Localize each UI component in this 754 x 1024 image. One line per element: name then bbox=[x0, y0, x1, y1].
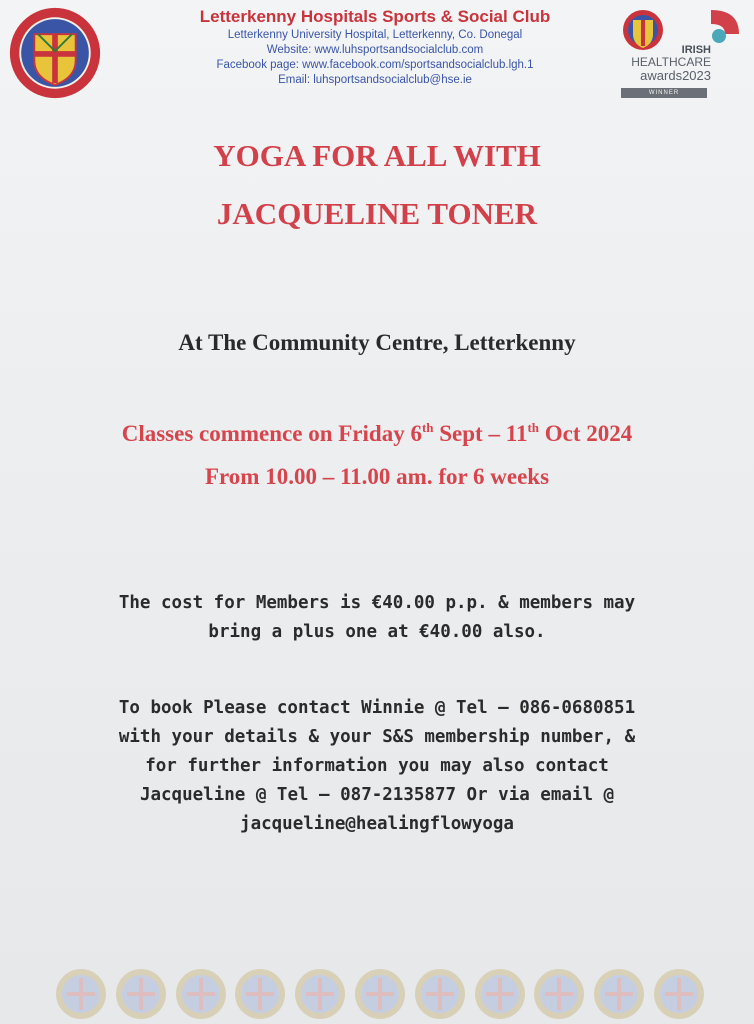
footer-crest-icon bbox=[533, 968, 585, 1020]
contact-line-5: jacqueline@healingflowyoga bbox=[240, 814, 514, 834]
footer-crest-icon bbox=[294, 968, 346, 1020]
event-title-line-1: YOGA FOR ALL WITH bbox=[213, 138, 541, 173]
footer-crest-icon bbox=[175, 968, 227, 1020]
event-time: From 10.00 – 11.00 am. for 6 weeks bbox=[204, 464, 550, 489]
club-facebook: Facebook page: www.facebook.com/sportsandsocialclub.lgh.1 bbox=[216, 59, 534, 71]
footer-crest-icon bbox=[55, 968, 107, 1020]
footer-crest-icon bbox=[474, 968, 526, 1020]
cost-line-1: The cost for Members is €40.00 p.p. & members may bbox=[118, 593, 636, 613]
event-venue: At The Community Centre, Letterkenny bbox=[178, 330, 576, 355]
dates-prefix: Classes commence on Friday 6 bbox=[121, 421, 422, 446]
dates-ordinal-2: th bbox=[527, 420, 540, 435]
club-crest-logo bbox=[8, 6, 102, 100]
club-website: Website: www.luhsportsandsocialclub.com bbox=[266, 44, 484, 56]
award-text bbox=[621, 44, 711, 83]
footer-crest-icon bbox=[593, 968, 645, 1020]
footer-crest-icon bbox=[234, 968, 286, 1020]
club-name: Letterkenny Hospitals Sports & Social Club bbox=[199, 7, 551, 26]
footer-crest-icon bbox=[354, 968, 406, 1020]
dates-ordinal-1: th bbox=[421, 420, 434, 435]
contact-line-1: To book Please contact Winnie @ Tel – 086-0680851 bbox=[118, 698, 636, 718]
award-winner-badge: WINNER bbox=[621, 88, 707, 98]
footer-crest-icon bbox=[653, 968, 705, 1020]
event-dates bbox=[0, 421, 754, 447]
contact-line-3: for further information you may also contact bbox=[145, 756, 609, 776]
contact-paragraph bbox=[50, 694, 704, 839]
dates-suffix: Oct 2024 bbox=[539, 421, 633, 446]
cost-paragraph bbox=[50, 589, 704, 647]
club-email: Email: luhsportsandsocialclub@hse.ie bbox=[278, 74, 472, 86]
contact-line-2: with your details & your S&S membership number, & bbox=[118, 727, 636, 747]
footer-crest-icon bbox=[414, 968, 466, 1020]
contact-line-4: Jacqueline @ Tel – 087-2135877 Or via email @ bbox=[139, 785, 615, 805]
award-line-2: HEALTHCARE bbox=[631, 55, 711, 69]
award-line-1: IRISH bbox=[681, 44, 711, 56]
cost-line-2: bring a plus one at €40.00 also. bbox=[208, 622, 546, 642]
header bbox=[110, 6, 640, 88]
award-line-3: awards2023 bbox=[640, 68, 711, 83]
dates-middle: Sept – 11 bbox=[433, 421, 528, 446]
club-address: Letterkenny University Hospital, Letterkenny, Co. Donegal bbox=[227, 29, 523, 41]
event-title-line-2: JACQUELINE TONER bbox=[216, 196, 538, 231]
footer-logo-strip bbox=[55, 968, 705, 1024]
footer-crest-icon bbox=[115, 968, 167, 1020]
